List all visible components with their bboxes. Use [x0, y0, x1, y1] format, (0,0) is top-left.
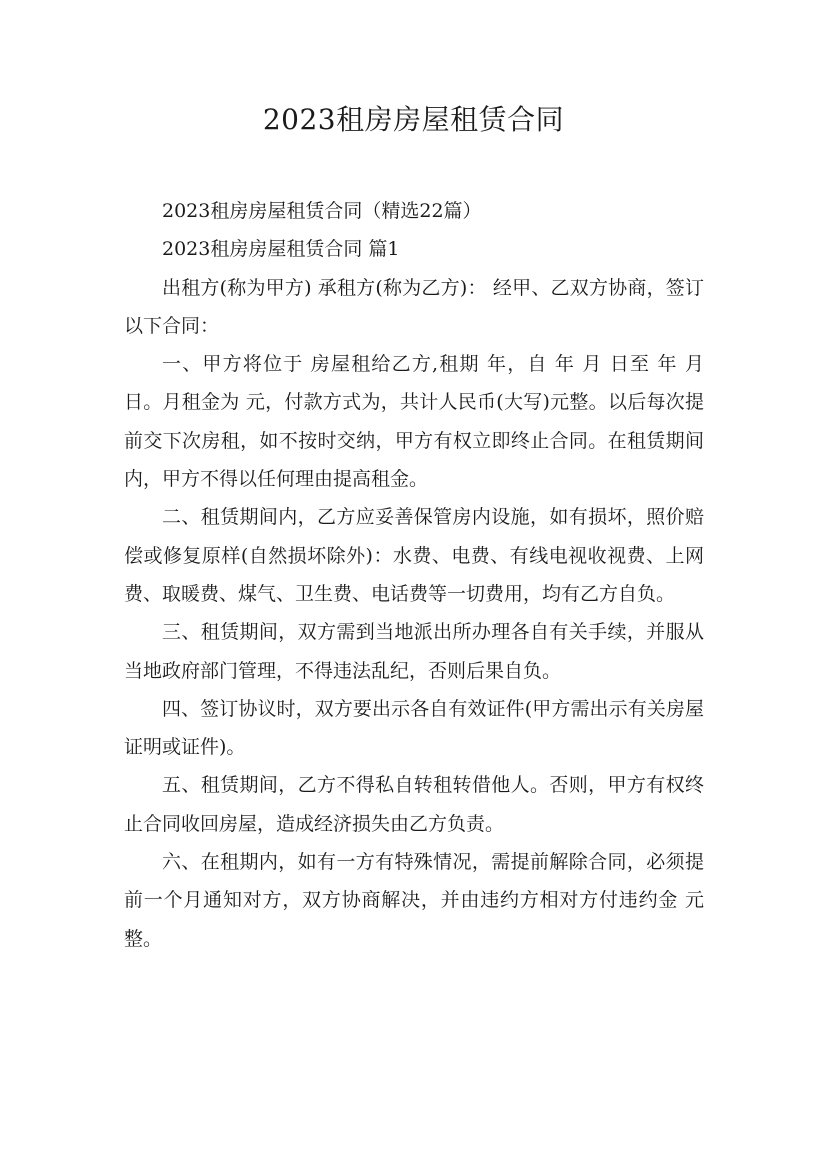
paragraph-clause-2: 二、租赁期间内，乙方应妥善保管房内设施，如有损坏，照价赔偿或修复原样(自然损坏除外)：水费、电费、有线电视收视费、上网费、取暖费、煤气、卫生费、电话费等一切费用，均有乙方自负。: [124, 506, 704, 605]
paragraph-clause-6: 六、在租期内，如有一方有特殊情况，需提前解除合同，必须提前一个月通知对方，双方协商解决，并由违约方相对方付违约金 元整。: [124, 851, 704, 950]
paragraph-clause-3: 三、租赁期间，双方需到当地派出所办理各自有关手续，并服从当地政府部门管理，不得违法乱纪，否则后果自负。: [124, 621, 704, 682]
paragraph-clause-1: 一、甲方将位于 房屋租给乙方,租期 年，自 年 月 日至 年 月 日。月租金为 元，付款方式为，共计人民币(大写)元整。以后每次提前交下次房租，如不按时交纳，甲方有权立即终止合同。在租赁期间内，甲方不得以任何理由提高租金。: [124, 353, 704, 491]
paragraph-subtitle: 2023租房房屋租赁合同（精选22篇）: [162, 200, 482, 222]
document-body: [124, 192, 704, 958]
paragraph-clause-5: 五、租赁期间，乙方不得私自转租转借他人。否则，甲方有权终止合同收回房屋，造成经济损失由乙方负责。: [124, 774, 704, 835]
paragraph-section-heading: 2023租房房屋租赁合同 篇1: [162, 238, 400, 261]
paragraph-parties: 出租方(称为甲方) 承租方(称为乙方)： 经甲、乙双方协商，签订以下合同：: [124, 276, 704, 337]
document-title: 2023租房房屋租赁合同: [262, 103, 565, 136]
paragraph-clause-4: 四、签订协议时，双方要出示各自有效证件(甲方需出示有关房屋证明或证件)。: [124, 697, 704, 759]
